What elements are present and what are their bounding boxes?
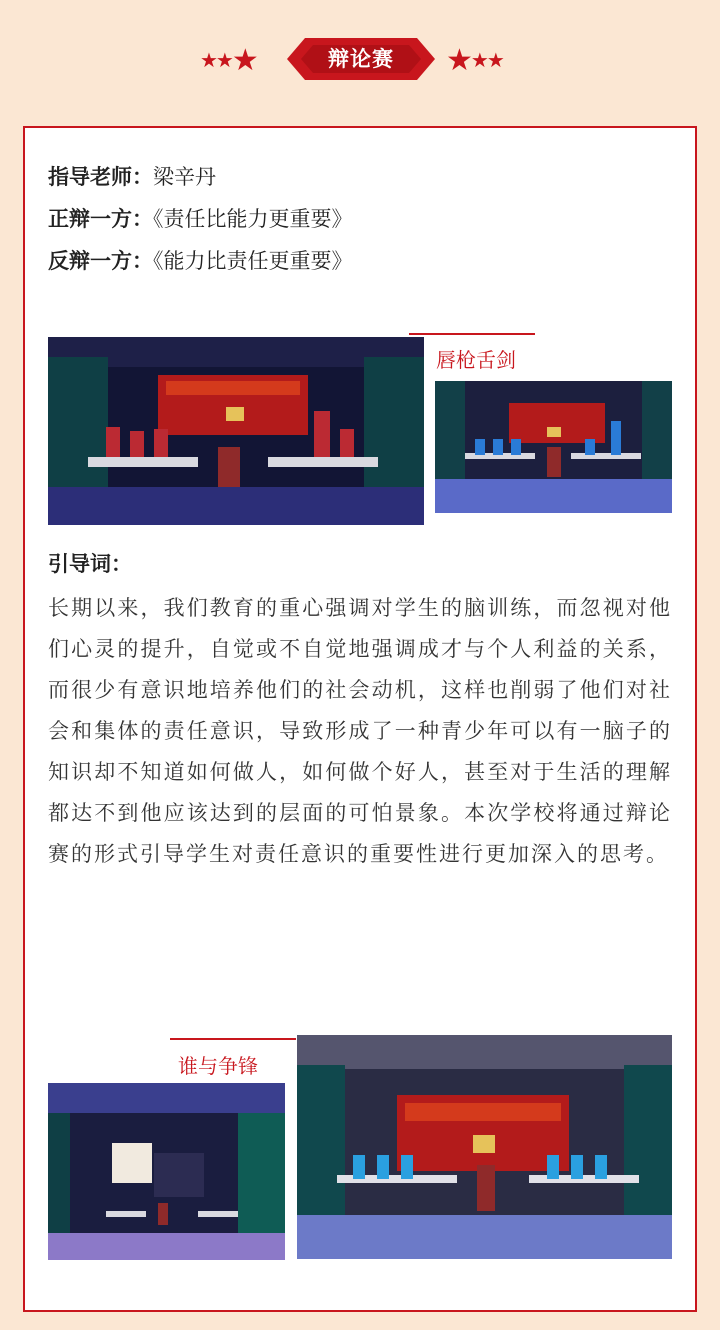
info-row-teacher <box>48 156 353 198</box>
info-label: 指导老师： <box>48 165 153 189</box>
debate-stage-photo-3 <box>48 1083 285 1260</box>
info-value: 梁辛丹 <box>153 165 216 189</box>
info-block <box>48 156 353 282</box>
info-value: 《能力比责任更重要》 <box>153 249 353 273</box>
info-label: 正辩一方： <box>48 207 153 231</box>
header-title: 辩论赛 <box>328 47 394 71</box>
section-paragraph: 长期以来，我们教育的重心强调对学生的脑训练，而忽视对他们心灵的提升，自觉或不自觉地强调成才与个人利益的关系，而很少有意识地培养他们的社会动机，这样也削弱了他们对社会和集体的责任意识，导致形成了一种青少年可以有一脑子的知识却不知道如何做人，如何做个好人，甚至对于生活的理解都达不到他应该达到的层面的可怕景象。本次学校将通过辩论赛的形式引导学生对责任意识的重要性进行更加深入的思考。 <box>48 596 672 866</box>
section-title: 引导词： <box>48 552 132 576</box>
page-header <box>0 0 720 126</box>
photo-caption-top: 唇枪舌剑 <box>436 348 516 372</box>
photo-caption-bottom: 谁与争锋 <box>178 1054 258 1078</box>
info-label: 反辩一方： <box>48 249 153 273</box>
right-stars-icon: ★★★ <box>446 43 503 78</box>
left-stars-icon: ★★★ <box>200 43 257 78</box>
info-row-negative <box>48 240 353 282</box>
debate-stage-photo-4 <box>297 1035 672 1259</box>
debate-stage-photo-2 <box>435 381 672 513</box>
info-row-affirmative <box>48 198 353 240</box>
info-value: 《责任比能力更重要》 <box>153 207 353 231</box>
caption-rule <box>170 1038 296 1040</box>
caption-rule <box>409 333 535 335</box>
debate-stage-photo-1 <box>48 337 424 525</box>
